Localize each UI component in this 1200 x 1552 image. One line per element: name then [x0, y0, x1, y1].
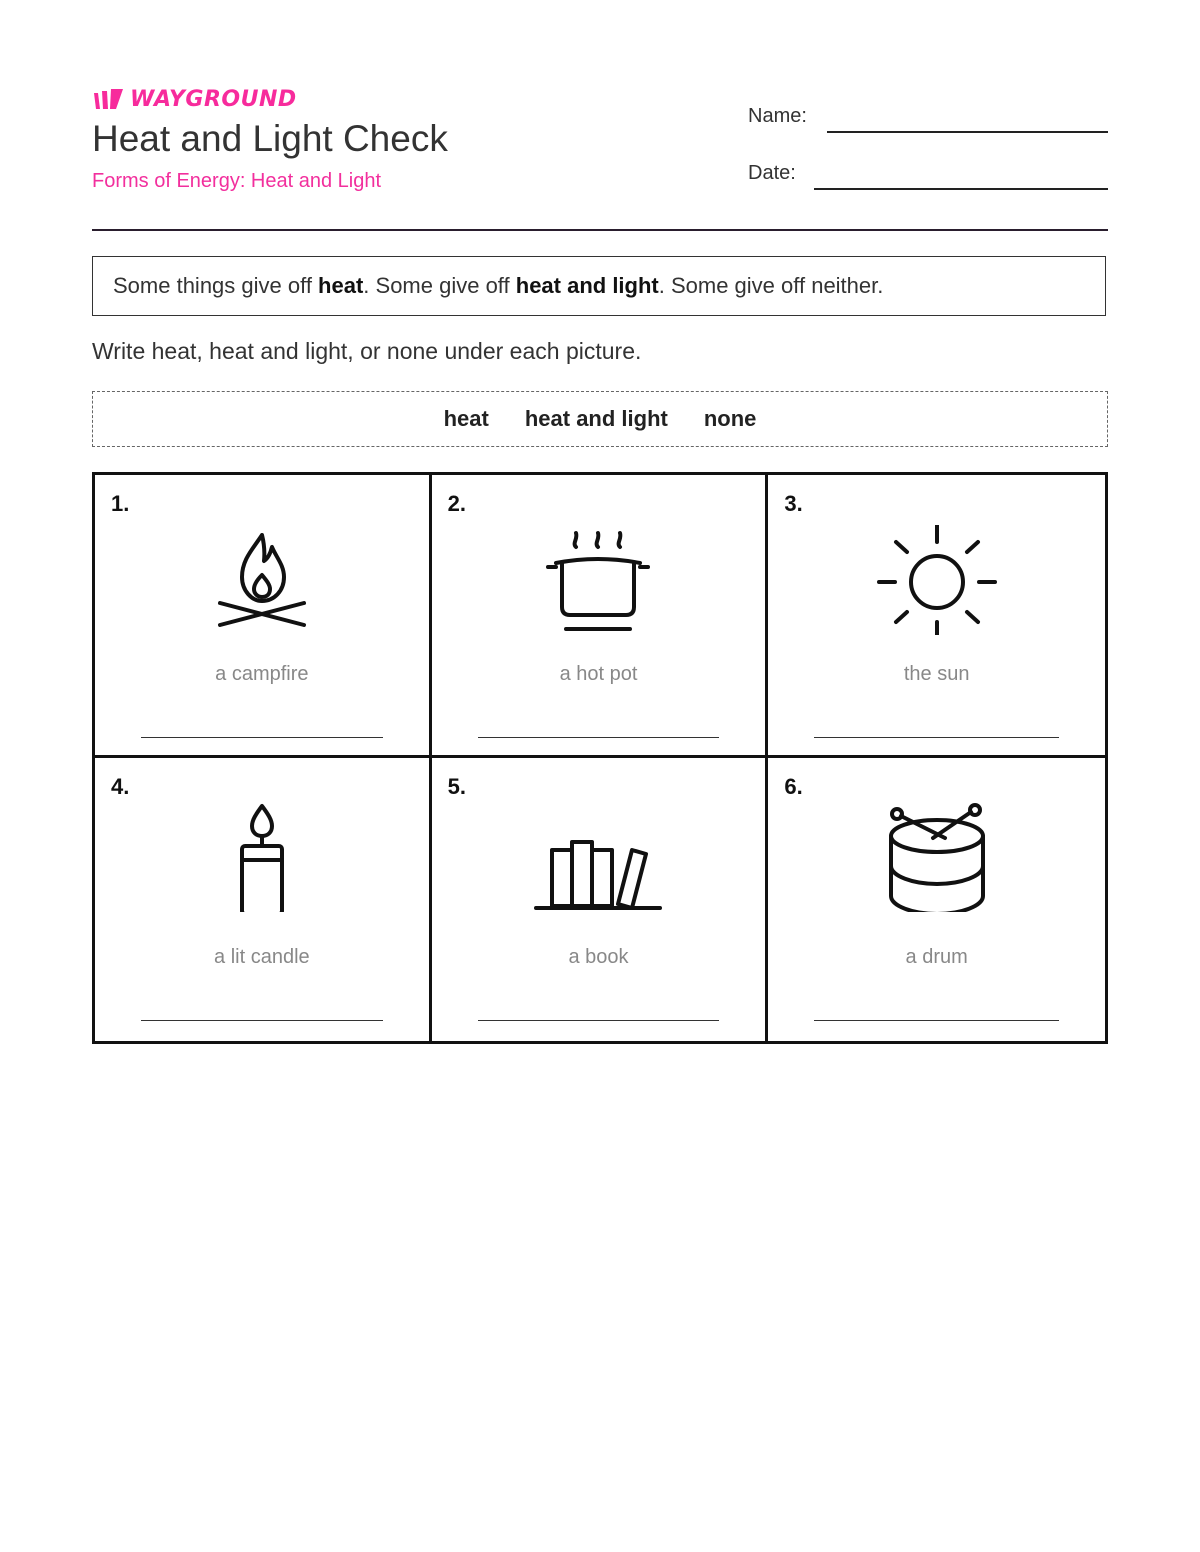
item-cell — [432, 475, 769, 758]
page-title: Heat and Light Check — [92, 118, 448, 159]
item-number: 3. — [784, 491, 803, 516]
sun-icon — [867, 525, 1007, 635]
intro-bold-heat: heat — [318, 273, 364, 298]
word-bank-item: heat — [443, 406, 489, 431]
item-label: a drum — [905, 946, 968, 968]
intro-bold-heat-light: heat and light — [515, 273, 659, 298]
hot-pot-icon — [528, 525, 668, 635]
answer-line[interactable] — [814, 737, 1059, 738]
wayground-logo-icon — [92, 87, 124, 111]
campfire-icon — [192, 525, 332, 635]
drum-icon — [867, 802, 1007, 912]
item-cell — [95, 758, 432, 1041]
answer-line[interactable] — [141, 737, 383, 738]
books-icon — [528, 808, 668, 918]
page-subtitle: Forms of Energy: Heat and Light — [92, 170, 382, 192]
answer-line[interactable] — [478, 737, 720, 738]
picture-grid — [92, 472, 1108, 1044]
intro-text: Some things give off heat. Some give off heat and light. Some give off neither. — [113, 273, 884, 298]
word-bank — [92, 391, 1108, 447]
name-label: Name: — [748, 105, 807, 127]
brand-logo — [92, 86, 297, 112]
brand-name: WAYGROUND — [130, 86, 297, 112]
item-cell — [95, 475, 432, 758]
date-label: Date: — [748, 162, 796, 184]
item-label: a hot pot — [559, 663, 638, 685]
item-number: 4. — [111, 774, 130, 799]
item-cell — [432, 758, 769, 1041]
item-label: a lit candle — [214, 946, 310, 968]
item-label: a book — [568, 946, 629, 968]
date-field[interactable] — [814, 188, 1108, 190]
item-label: a campfire — [215, 663, 309, 685]
answer-line[interactable] — [141, 1020, 383, 1021]
item-number: 1. — [111, 491, 130, 516]
item-cell — [768, 758, 1105, 1041]
header-divider — [92, 229, 1108, 231]
instruction-text: Write heat, heat and light, or none under each picture. — [92, 338, 642, 364]
name-field[interactable] — [827, 131, 1108, 133]
item-number: 5. — [447, 774, 467, 799]
candle-icon — [192, 802, 332, 912]
item-label: the sun — [903, 663, 970, 685]
item-cell — [768, 475, 1105, 758]
answer-line[interactable] — [478, 1020, 720, 1021]
answer-line[interactable] — [814, 1020, 1059, 1021]
item-number: 2. — [447, 491, 467, 516]
word-bank-item: none — [703, 406, 757, 431]
item-number: 6. — [784, 774, 803, 799]
word-bank-item: heat and light — [524, 406, 668, 431]
intro-box — [92, 256, 1106, 316]
